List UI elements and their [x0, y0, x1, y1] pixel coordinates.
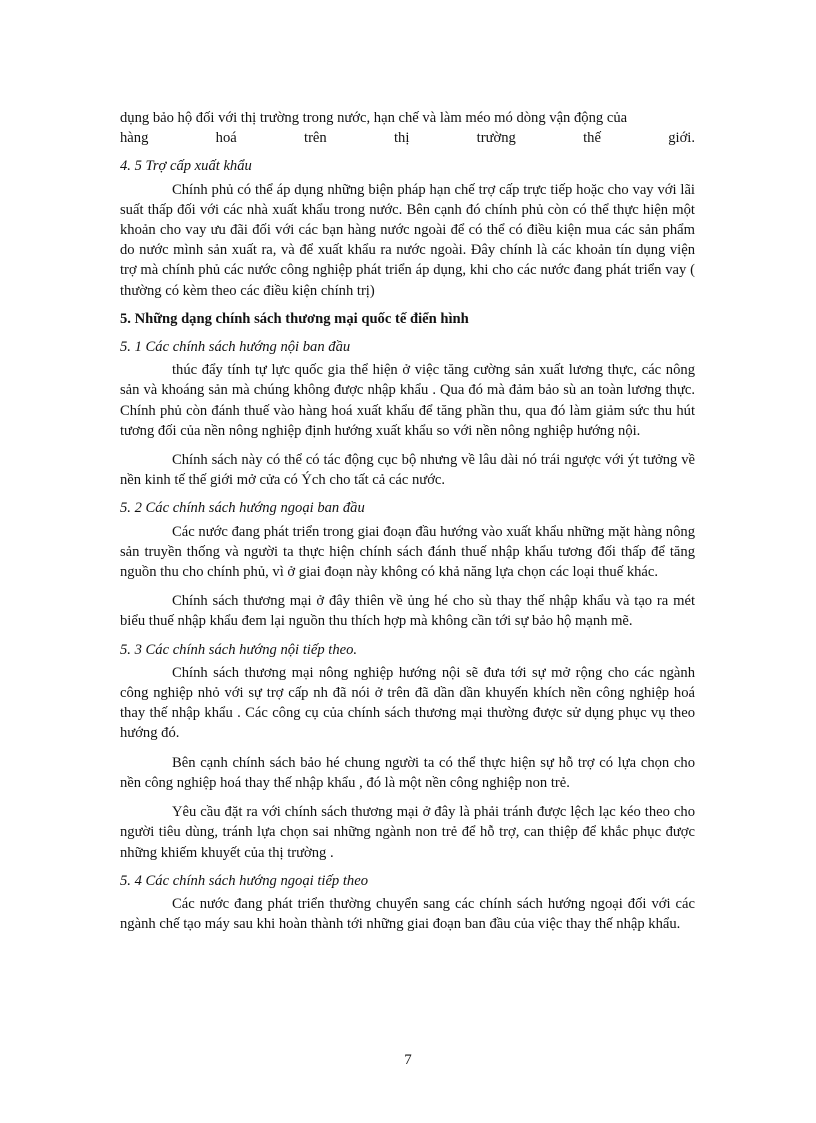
heading-4-5: 4. 5 Trợ cấp xuất khẩu — [120, 158, 252, 175]
paragraph-5-4-a: Các nước đang phát triển thường chuyển sang các chính sách hướng ngoại đối với các ngành chế tạo máy sau khi hoàn thành tới những giai đoạn ban đầu của việc thay thế nhập khẩu. — [120, 895, 695, 933]
paragraph-5-3-a: Chính sách thương mại nông nghiệp hướng nội sẽ đưa tới sự mở rộng cho các ngành công nghiệp nhỏ với sự trợ cấp nh đã nói ở trên đã dần dần khuyến khích nền công nghiệp hoá thay thế nhập khẩu . Các công cụ của chính sách thương mại thường được sử dụng phục vụ theo hướng đó. — [120, 664, 695, 742]
paragraph-5-3-c: Yêu cầu đặt ra với chính sách thương mại ở đây là phải tránh được lệch lạc kéo theo cho người tiêu dùng, tránh lựa chọn sai những ngành non trẻ để hỗ trợ, can thiệp để khắc phục được những khiếm khuyết của thị trường . — [120, 804, 695, 861]
paragraph-5-1-a: thúc đẩy tính tự lực quốc gia thể hiện ở việc tăng cường sản xuất lương thực, các nông sản và khoáng sản mà chúng không được nhập khẩu . Qua đó mà đảm bảo sù an toàn lương thực. Chính phủ còn đánh thuế vào hàng hoá xuất khẩu để tăng phần thu, qua đó làm giảm sức thu hút tương đối của nền nông nghiệp định hướng xuất khẩu so với nền nông nghiệp hướng nội. — [120, 362, 695, 439]
heading-5: 5. Những dạng chính sách thương mại quốc tế điển hình — [120, 310, 469, 327]
paragraph-5-3-b: Bên cạnh chính sách bảo hé chung người ta có thể thực hiện sự hỗ trợ có lựa chọn cho nền công nghiệp hoá thay thế nhập khẩu , đó là một nền công nghiệp non trẻ. — [120, 754, 695, 791]
paragraph-5-2-a: Các nước đang phát triển trong giai đoạn đầu hướng vào xuất khẩu những mặt hàng nông sản truyền thống và người ta thực hiện chính sách đánh thuế nhập khẩu tương đối thấp để tăng nguồn thu cho chính phủ, vì ở giai đoạn này không có khả năng lựa chọn các loại thuế khác. — [120, 523, 695, 581]
paragraph-continued-end: hàng hoá trên thị trường thế giới. — [120, 130, 695, 147]
paragraph-5-1-b: Chính sách này có thể có tác động cục bộ nhưng về lâu dài nó trái ngược với ýt tưởng về nền kinh tế thế giới mở cửa có Ých cho tất cả các nước. — [120, 452, 695, 489]
paragraph-4-5: Chính phủ có thể áp dụng những biện pháp hạn chế trợ cấp trực tiếp hoặc cho vay với lãi suất thấp đối với các nhà xuất khẩu trong nước. Bên cạnh đó chính phủ còn có thể thực hiện một khoản cho vay ưu đãi đối với các bạn hàng nước ngoài để có thể có điều kiện mua các sản phẩm do nước mình sản xuất ra, và để xuất khẩu ra nước ngoài. Đây chính là các khoản tín dụng viện trợ mà chính phủ các nước công nghiệp phát triển áp dụng, khi cho các nước đang phát triển vay ( thường có kèm theo các điều kiện chính trị) — [120, 181, 695, 299]
heading-5-4: 5. 4 Các chính sách hướng ngoại tiếp theo — [120, 872, 369, 889]
paragraph-5-2-b: Chính sách thương mại ở đây thiên về ủng hé cho sù thay thế nhập khẩu và tạo ra mét biểu thuế nhập khẩu đem lại nguồn thu thích hợp mà không cần tới sự bảo hộ mạnh mẽ. — [120, 593, 695, 630]
paragraph-continued: dụng bảo hộ đối với thị trường trong nước, hạn chế và làm méo mó dòng vận động của — [120, 110, 628, 126]
heading-5-3: 5. 3 Các chính sách hướng nội tiếp theo. — [120, 641, 358, 658]
page-number: 7 — [404, 1052, 412, 1068]
heading-5-2: 5. 2 Các chính sách hướng ngoại ban đầu — [120, 500, 365, 517]
heading-5-1: 5. 1 Các chính sách hướng nội ban đầu — [120, 339, 351, 356]
document-page — [120, 108, 695, 934]
